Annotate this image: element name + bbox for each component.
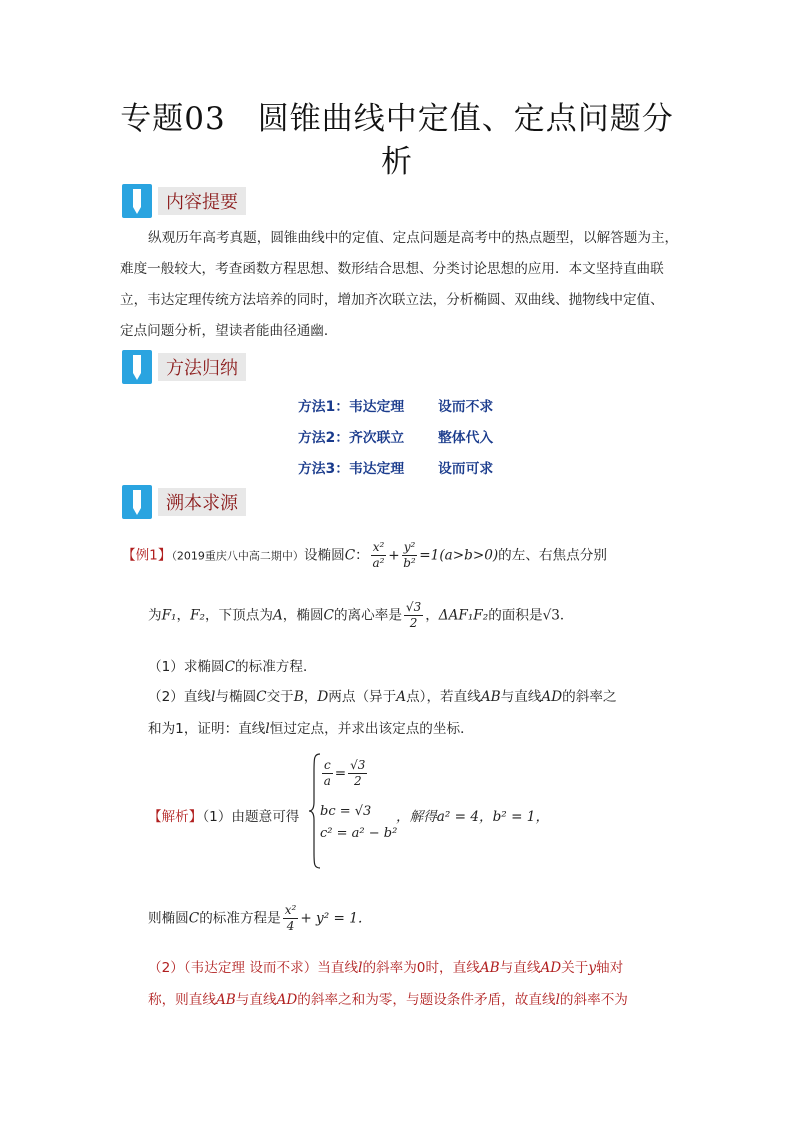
text: ， — [425, 607, 439, 624]
text: 关于 — [561, 960, 589, 976]
pencil-icon — [122, 350, 152, 384]
math-expr: + y² = 1． — [300, 910, 372, 927]
section-header-methods — [122, 350, 246, 384]
fraction — [322, 758, 333, 789]
text: = — [334, 765, 347, 782]
fraction — [402, 540, 418, 571]
system-eq-1 — [320, 758, 369, 789]
text: 的斜率之 — [562, 689, 617, 705]
section-title-methods: 方法归纳 — [158, 353, 246, 381]
text: 则椭圆 — [148, 910, 189, 927]
math-var: AB — [479, 960, 500, 976]
math-var: A — [396, 689, 407, 705]
method-name: 方法2：齐次联立 — [298, 430, 405, 446]
solution-part-2-line-1 — [148, 956, 623, 976]
denominator: a — [323, 774, 331, 788]
text: ， — [303, 689, 318, 705]
standard-equation — [148, 903, 371, 934]
example-line-2 — [148, 600, 573, 631]
example-tag: 【例1】 — [122, 547, 172, 564]
solution-lead — [148, 805, 299, 825]
page-title — [100, 98, 694, 184]
text: 和为1，证明：直线 — [148, 721, 266, 737]
text: ： — [355, 547, 369, 564]
text: ， — [176, 607, 191, 624]
text: ，解得a² = 4，b² = 1， — [396, 809, 550, 825]
example-line-1: 【例1】（2019重庆八中高二期中）设椭圆C： $\frac{\text{x²}}{\text{a²}}$ + $\frac{\text{y²}}{\text{b²}}$ =1(a>b>0)的左、右焦点分别 — [122, 540, 607, 570]
section-header-source — [122, 485, 246, 519]
text: 的左、右焦点分别 — [498, 547, 607, 564]
text: 的标准方程． — [235, 659, 317, 675]
numerator: y² — [403, 540, 416, 554]
text: 点），若直线 — [406, 689, 481, 705]
text: 的斜率不为 — [559, 992, 628, 1008]
section-title-summary: 内容提要 — [158, 187, 246, 215]
text: 称，则直线 — [148, 992, 216, 1008]
fraction — [404, 600, 423, 631]
question-2-cont — [148, 717, 474, 737]
text: 的斜率为0时，直线 — [362, 960, 480, 976]
summary-line-2: 难度一般较大，考查函数方程思想、数形结合思想、分类讨论思想的应用．本文坚持直曲联 — [120, 261, 664, 277]
system-eq-2: bc = √3 — [320, 804, 372, 819]
text: 与直线 — [235, 992, 277, 1008]
system-eq-3: c² = a² − b² — [320, 826, 398, 841]
math-var: l — [358, 960, 363, 976]
section-title-source: 溯本求源 — [158, 488, 246, 516]
method-item — [298, 426, 494, 446]
text: 的离心率是 — [333, 607, 402, 624]
solution-part-2-line-2 — [148, 988, 628, 1008]
text: （2）（韦达定理 设而不求）当直线 — [148, 960, 359, 976]
fraction — [371, 540, 387, 571]
text: 与直线 — [499, 960, 541, 976]
method-name: 方法3：韦达定理 — [298, 461, 405, 477]
pencil-icon — [122, 184, 152, 218]
method-item — [298, 457, 494, 477]
text: 轴对 — [596, 960, 624, 976]
system-result — [396, 805, 549, 825]
math-var: l — [211, 689, 216, 705]
text: （1）由题意可得 — [202, 809, 300, 825]
example-source: （2019重庆八中高二期中） — [171, 549, 304, 563]
summary-paragraph — [120, 223, 680, 347]
text: 交于 — [266, 689, 294, 705]
math-var: C — [256, 689, 267, 705]
text: 与椭圆 — [215, 689, 257, 705]
math-expr: ΔAF₁F₂ — [438, 607, 489, 624]
math-var: F₁ — [161, 607, 177, 624]
numerator: √3 — [405, 600, 422, 614]
text: 与直线 — [500, 689, 542, 705]
math-var: AB — [215, 992, 236, 1008]
section-header-summary — [122, 184, 246, 218]
math-var: C — [344, 547, 356, 564]
text: ，下顶点为 — [204, 607, 273, 624]
numerator: x² — [284, 903, 297, 917]
text: 设椭圆 — [303, 547, 345, 564]
text: 恒过定点，并求出该定点的坐标． — [269, 721, 474, 737]
math-var: C — [188, 910, 200, 927]
fraction — [348, 758, 367, 789]
math-var: AD — [276, 992, 298, 1008]
pencil-icon — [122, 485, 152, 519]
method-item — [298, 395, 494, 415]
denominator: 2 — [409, 616, 418, 630]
math-var: y — [588, 960, 597, 976]
numerator: √3 — [350, 758, 366, 772]
denominator: 2 — [353, 774, 362, 788]
fraction — [283, 903, 299, 934]
math-expr: √3 — [542, 607, 560, 624]
math-var: l — [265, 721, 270, 737]
math-var: l — [555, 992, 560, 1008]
title-line-2: 析 — [381, 144, 413, 180]
text: ． — [559, 607, 574, 624]
method-desc: 整体代入 — [438, 430, 494, 446]
method-desc: 设而可求 — [438, 461, 494, 477]
math-var: F₂ — [190, 607, 205, 624]
text: （1）求椭圆 — [148, 659, 225, 675]
method-desc: 设而不求 — [438, 399, 494, 415]
text: 为 — [148, 607, 162, 624]
text: 的面积是 — [488, 607, 543, 624]
summary-line-4: 定点问题分析，望读者能曲径通幽． — [120, 323, 338, 339]
denominator: a² — [372, 556, 385, 570]
denominator: b² — [403, 556, 416, 570]
summary-line-1: 纵观历年高考真题，圆锥曲线中的定值、定点问题是高考中的热点题型，以解答题为主， — [148, 230, 679, 246]
text: 两点（异于 — [328, 689, 397, 705]
method-name: 方法1：韦达定理 — [298, 399, 405, 415]
text: ，椭圆 — [282, 607, 324, 624]
question-2 — [148, 685, 617, 705]
math-var: C — [323, 607, 334, 624]
title-line-1: 专题03 圆锥曲线中定值、定点问题分 — [120, 101, 674, 137]
math-var: B — [293, 689, 304, 705]
numerator: c — [324, 758, 331, 772]
math-var: AB — [480, 689, 501, 705]
math-var: AD — [540, 960, 562, 976]
math-var: A — [272, 607, 283, 624]
math-var: AD — [541, 689, 563, 705]
solution-tag: 【解析】 — [148, 809, 203, 825]
math-var: C — [224, 659, 236, 675]
question-1 — [148, 655, 317, 675]
text: 的标准方程是 — [199, 910, 281, 927]
denominator: 4 — [286, 919, 295, 933]
numerator: x² — [372, 540, 385, 554]
text: 的斜率之和为零，与题设条件矛盾，故直线 — [297, 992, 556, 1008]
math-var: D — [317, 689, 329, 705]
summary-line-3: 立，韦达定理传统方法培养的同时，增加齐次联立法，分析椭圆、双曲线、抛物线中定值、 — [120, 292, 664, 308]
text: （2）直线 — [148, 689, 212, 705]
math-expr: =1(a>b>0) — [419, 547, 499, 564]
